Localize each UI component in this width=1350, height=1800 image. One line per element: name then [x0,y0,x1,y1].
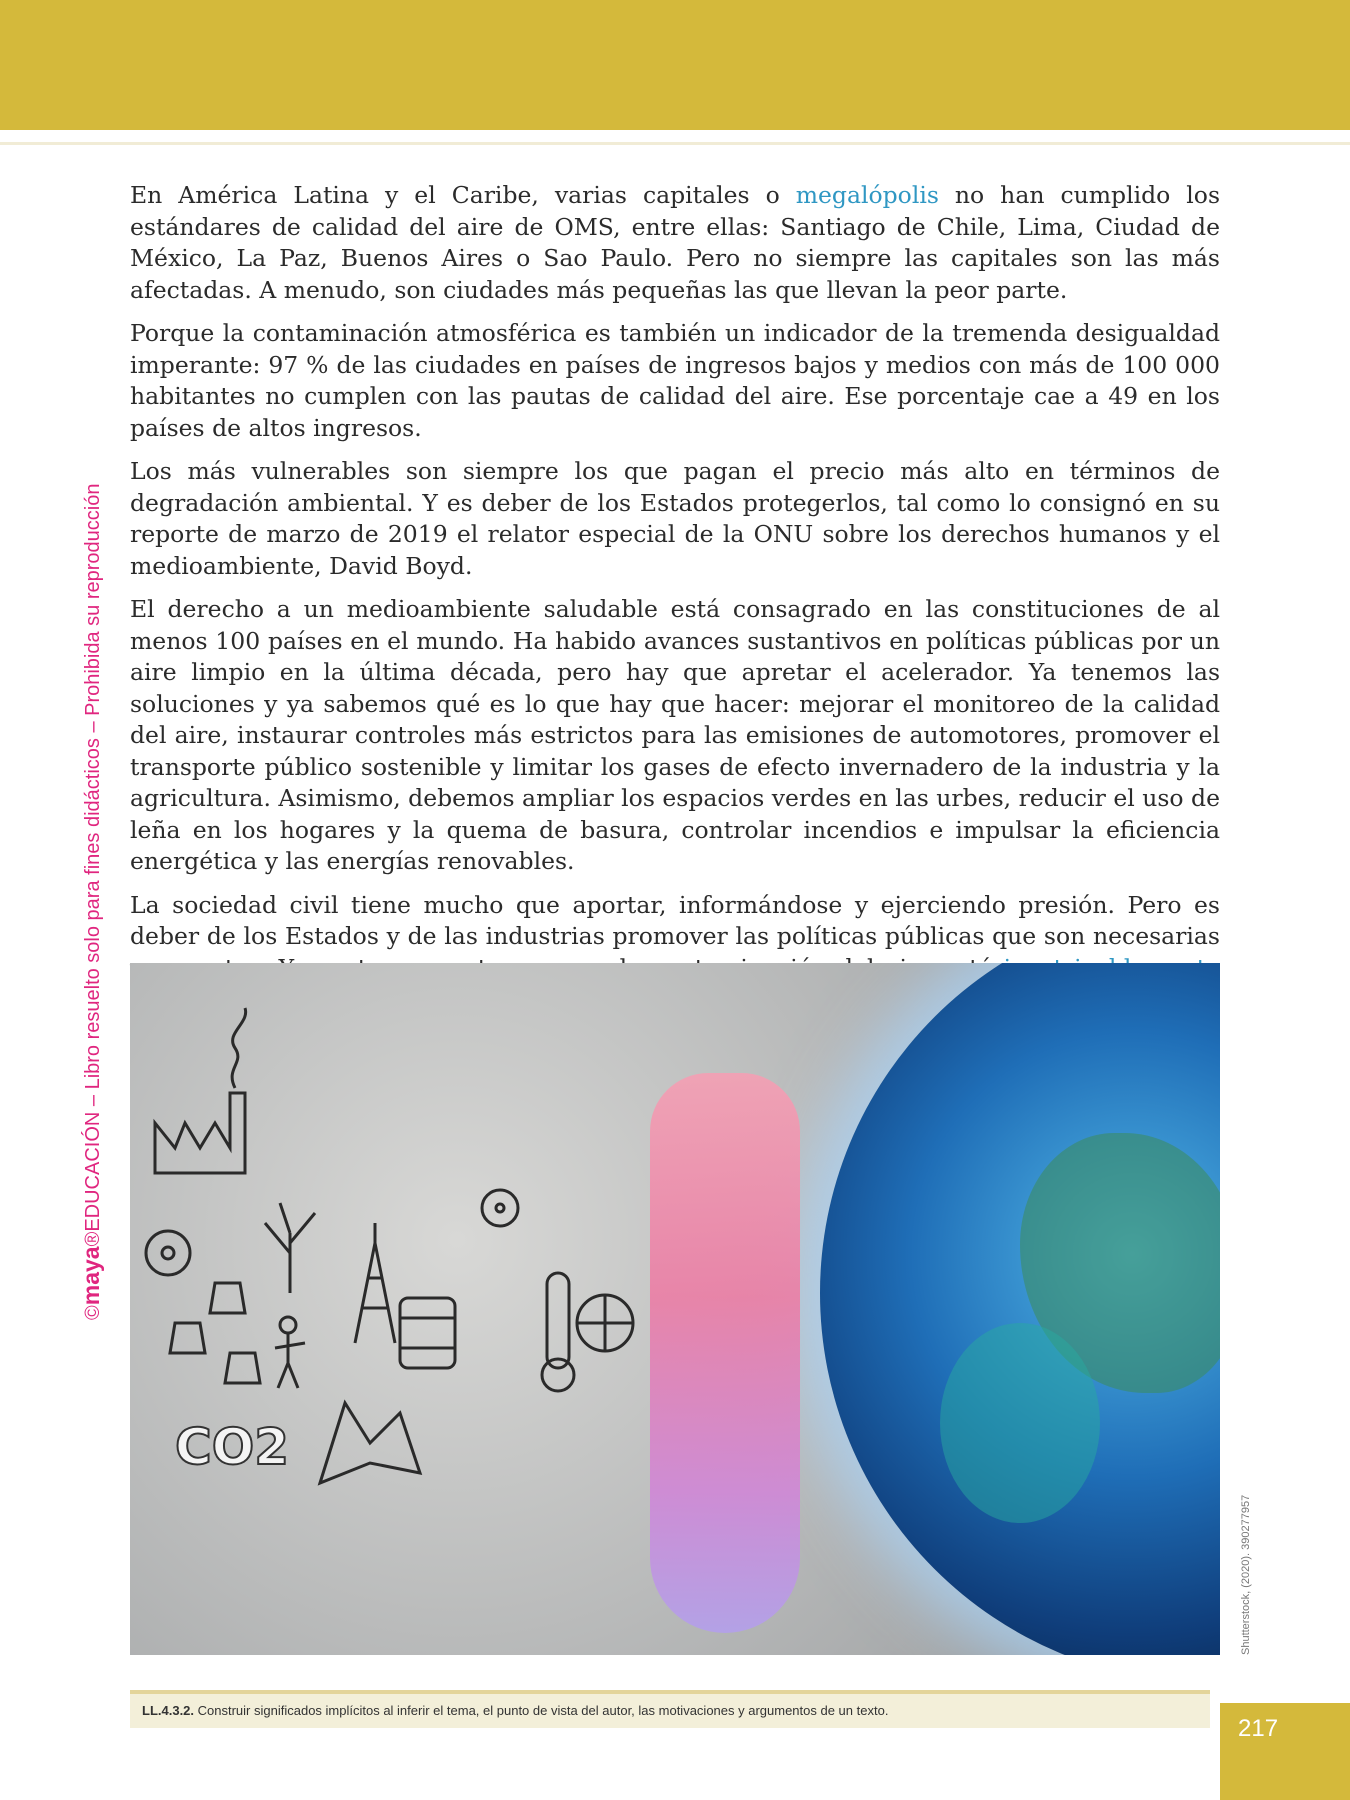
thermometer-icon [542,1273,574,1391]
page-number: 217 [1238,1715,1279,1742]
earth-globe [820,963,1220,1655]
radiation-icon [482,1190,518,1226]
curriculum-code: LL.4.3.2. [142,1703,195,1718]
copyright-notice [78,460,105,1320]
curriculum-note [130,1694,1210,1728]
biohazard-icon [146,1231,190,1275]
brand-name: maya [78,1246,104,1306]
glossary-link-megalopolis[interactable]: megalópolis [795,181,939,209]
oil-barrel-icon [400,1298,455,1368]
paragraph-1-text-a: En América Latina y el Caribe, varias capitales o [130,181,796,209]
tree-stumps-icon [170,1283,305,1388]
oil-derrick-icon [355,1223,395,1343]
article-body [130,180,1220,1055]
header-band [0,0,1350,130]
globe-sketch-icon [577,1295,633,1351]
paragraph-1 [130,180,1220,306]
paragraph-4: El derecho a un medioambiente saludable está consagrado en las constituciones de al menos 100 países en el mundo. Ha habido avances sustantivos en políticas públicas por un aire limpio en la última década, pero hay que apretar el acelerador. Ya tenemos las soluciones y ya sabemos qué es lo que hay que hacer: mejorar el monitoreo de la calidad del aire, instaurar controles más estrictos para las emisiones de automotores, promover el transporte público sostenible y limitar los gases de efecto invernadero de la industria y la agricultura. Asimismo, debemos ampliar los espacios verdes en las urbes, reducir el uso de leña en los hogares y la quema de basura, controlar incendios e impulsar la eficiencia energética y las energías renovables. [130,595,1220,875]
illustration-photo [130,963,1220,1655]
photo-credit: Shutterstock, (2020). 390277957 [1240,1494,1252,1655]
paragraph-3: Los más vulnerables son siempre los que pagan el precio más alto en términos de degradación ambiental. Y es deber de los Estados protegerlos, tal como lo consignó en su reporte de marzo de 2019 el relator especial de la ONU sobre los derechos humanos y el medioambiente, David Boyd. [130,457,1220,580]
pollution-sketches [130,963,650,1655]
paragraph-2: Porque la contaminación atmosférica es también un indicador de la tremenda desigualdad imperante: 97 % de las ciudades en países de ingresos bajos y medios con más de 100 000 habitantes no cumplen con las pautas de calidad del aire. Ese porcentaje cae a 49 en los países de altos ingresos. [130,319,1220,442]
paragraph-1-text-b: no han cumplido los estándares de calidad del aire de OMS, entre ellas: Santiago de Chile, Lima, Ciudad de México, La Paz, Buenos Aires o Sao Paulo. Pero no siempre las capitales son las más afectadas. A menudo, son ciudades más pequeñas las que llevan la peor parte. [130,181,1221,304]
curriculum-text: Construir significados implícitos al inferir el tema, el punto de vista del autor, las motivaciones y argumentos de un texto. [194,1703,889,1718]
co2-label: CO2 [175,1418,289,1476]
paragraph-5-text-a: La sociedad civil tiene mucho que aportar, informándose y ejerciendo presión. Pero es deber de los Estados y de las industrias promover las políticas públicas que son necesarias [130,890,1220,950]
earth-landmass [940,1323,1100,1523]
raised-hand [650,1073,800,1633]
registered-symbol: ® [82,1231,104,1247]
copyright-text: EDUCACIÓN – Libro resuelto solo para fines didácticos – Prohibida su reproducción [82,483,104,1232]
page-number-box [1220,1703,1350,1800]
header-divider [0,142,1350,145]
melting-ice-icon [320,1403,420,1483]
copyright-symbol: © [82,1305,104,1320]
factory-icon [155,1008,246,1173]
dead-tree-icon [265,1203,315,1293]
